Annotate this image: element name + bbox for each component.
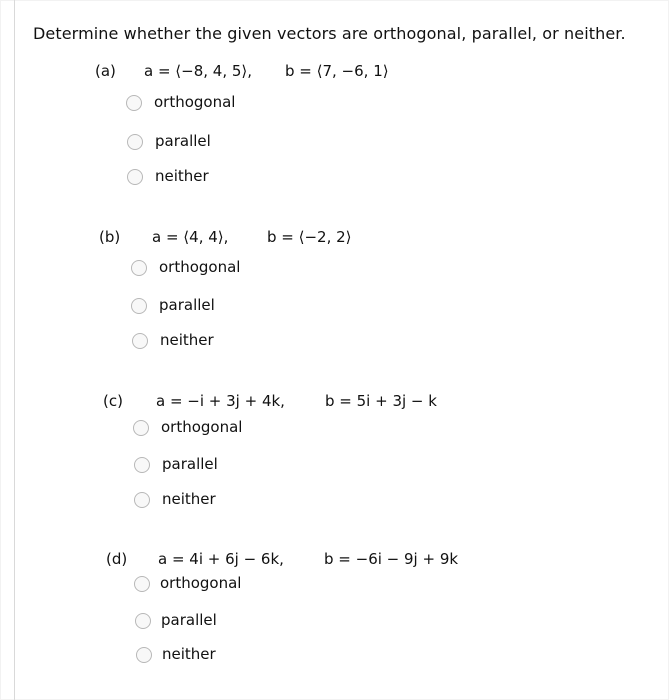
part-a-option-neither[interactable] xyxy=(127,166,277,188)
radio-button-icon[interactable] xyxy=(127,169,143,185)
radio-button-icon[interactable] xyxy=(127,134,143,150)
part-a-parallel-label: parallel xyxy=(155,132,211,150)
part-c-option-orthogonal[interactable] xyxy=(133,417,283,439)
part-c-vector-a: a = −i + 3j + 4k, xyxy=(156,392,285,410)
radio-button-icon[interactable] xyxy=(132,333,148,349)
part-d-option-orthogonal[interactable] xyxy=(134,573,284,595)
question-title: Determine whether the given vectors are orthogonal, parallel, or neither. xyxy=(33,24,626,43)
part-c-option-parallel[interactable] xyxy=(134,454,284,476)
left-border-line xyxy=(14,0,15,700)
part-b-label: (b) xyxy=(99,228,121,246)
part-b-option-orthogonal[interactable] xyxy=(131,257,281,279)
part-b-option-neither[interactable] xyxy=(132,330,282,352)
part-c-header xyxy=(103,389,623,413)
radio-button-icon[interactable] xyxy=(136,647,152,663)
part-b-vector-a: a = ⟨4, 4⟩, xyxy=(152,228,229,246)
part-a-vector-a: a = ⟨−8, 4, 5⟩, xyxy=(144,62,253,80)
part-a-header xyxy=(95,59,655,83)
part-b-header xyxy=(99,225,619,249)
part-c-vector-b: b = 5i + 3j − k xyxy=(325,392,437,410)
part-b-option-parallel[interactable] xyxy=(131,295,281,317)
part-d-label: (d) xyxy=(106,550,128,568)
part-d-parallel-label: parallel xyxy=(161,611,217,629)
part-d-vector-a: a = 4i + 6j − 6k, xyxy=(158,550,284,568)
part-b-vector-b: b = ⟨−2, 2⟩ xyxy=(267,228,352,246)
part-a-option-parallel[interactable] xyxy=(127,131,277,153)
part-c-parallel-label: parallel xyxy=(162,455,218,473)
part-c-neither-label: neither xyxy=(162,490,216,508)
part-d-vector-b: b = −6i − 9j + 9k xyxy=(324,550,459,568)
part-c-label: (c) xyxy=(103,392,123,410)
part-d-option-parallel[interactable] xyxy=(135,610,285,632)
radio-button-icon[interactable] xyxy=(126,95,142,111)
radio-button-icon[interactable] xyxy=(134,457,150,473)
part-a-neither-label: neither xyxy=(155,167,209,185)
part-d-option-neither[interactable] xyxy=(136,644,286,666)
part-b-parallel-label: parallel xyxy=(159,296,215,314)
part-a-option-orthogonal[interactable] xyxy=(126,92,276,114)
part-d-neither-label: neither xyxy=(162,645,216,663)
part-a-label: (a) xyxy=(95,62,116,80)
part-b-orthogonal-label: orthogonal xyxy=(159,258,241,276)
radio-button-icon[interactable] xyxy=(131,260,147,276)
radio-button-icon[interactable] xyxy=(134,492,150,508)
radio-button-icon[interactable] xyxy=(131,298,147,314)
part-a-orthogonal-label: orthogonal xyxy=(154,93,236,111)
part-c-orthogonal-label: orthogonal xyxy=(161,418,243,436)
radio-button-icon[interactable] xyxy=(135,613,151,629)
part-b-neither-label: neither xyxy=(160,331,214,349)
part-a-vector-b: b = ⟨7, −6, 1⟩ xyxy=(285,62,389,80)
radio-button-icon[interactable] xyxy=(133,420,149,436)
part-c-option-neither[interactable] xyxy=(134,489,284,511)
radio-button-icon[interactable] xyxy=(134,576,150,592)
part-d-orthogonal-label: orthogonal xyxy=(160,574,242,592)
part-d-header xyxy=(106,547,626,571)
